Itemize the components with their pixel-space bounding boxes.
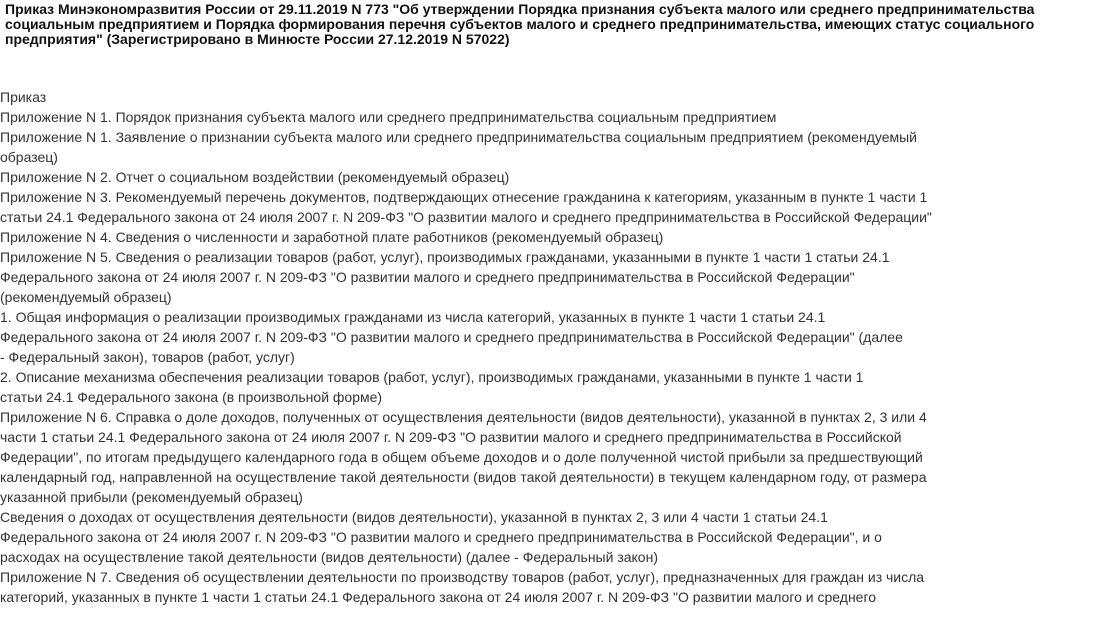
toc-subitem-appendix-4[interactable] [0, 227, 950, 247]
toc-subitem-appendix-5[interactable] [0, 247, 950, 407]
toc-sublist [0, 127, 990, 607]
toc-subsublist [0, 507, 950, 567]
toc-subitem-appendix-6[interactable] [0, 407, 950, 567]
toc-subsubitem-label[interactable]: 2. Описание механизма обеспечения реализации товаров (работ, услуг), производимых гражданами, указанными в пункте 1 части 1 статьи 24.1 Федерального закона (в произвольной форме) [0, 369, 864, 405]
toc-item-label[interactable]: Приложение N 1. Порядок признания субъекта малого или среднего предпринимательства социальным предприятием [0, 109, 777, 125]
toc-subitem-label[interactable]: Приложение N 3. Рекомендуемый перечень документов, подтверждающих отнесение гражданина к категориям, указанным в пункте 1 части 1 статьи 24.1 Федерального закона от 24 июля 2007 г. N 209-ФЗ "О развитии малого и среднего предпринимательства в Российской Федерации" [0, 189, 932, 225]
toc-subsubitem[interactable] [0, 507, 905, 567]
toc-item-appendix-1[interactable] [0, 107, 990, 607]
table-of-contents [0, 87, 1111, 607]
toc-list [0, 87, 990, 607]
toc-subitem-appendix-1[interactable] [0, 127, 950, 167]
toc-subitem-label[interactable]: Приложение N 4. Сведения о численности и заработной плате работников (рекомендуемый образец) [0, 229, 664, 245]
toc-subitem-label[interactable]: Приложение N 6. Справка о доле доходов, полученных от осуществления деятельности (видов деятельности), указанной в пунктах 2, 3 или 4 части 1 статьи 24.1 Федерального закона от 24 июля 2007 г. N 209-ФЗ "О развитии малого и среднего предпринимательства в Российской Федерации", по итогам предыдущего календарного года в общем объеме доходов и о доле полученной чистой прибыли за предшествующий календарный год, направленной на осуществление такой деятельности (видов такой деятельности) в текущем календарном году, от размера указанной прибыли (рекомендуемый образец) [0, 409, 927, 505]
document-title: Приказ Минэкономразвития России от 29.11.2019 N 773 "Об утверждении Порядка признания субъекта малого или среднего предпринимательства социальным предприятием и Порядка формирования перечня субъектов малого и среднего предпринимательства, имеющих статус социального предприятия" (Зарегистрировано в Минюсте России 27.12.2019 N 57022) [5, 1, 1035, 47]
toc-subitem-appendix-7[interactable] [0, 567, 950, 607]
toc-subitem-appendix-3[interactable] [0, 187, 950, 227]
toc-subitem-appendix-2[interactable] [0, 167, 950, 187]
toc-item-order[interactable] [0, 87, 990, 107]
toc-subitem-label[interactable]: Приложение N 5. Сведения о реализации товаров (работ, услуг), производимых гражданами, указанными в пункте 1 части 1 статьи 24.1 Федерального закона от 24 июля 2007 г. N 209-ФЗ "О развитии малого и среднего предпринимательства в Российской Федерации" (рекомендуемый образец) [0, 249, 890, 305]
toc-subsubitem-label[interactable]: Сведения о доходах от осуществления деятельности (видов деятельности), указанной в пунктах 2, 3 или 4 части 1 статьи 24.1 Федерального закона от 24 июля 2007 г. N 209-ФЗ "О развитии малого и среднего предпринимательства в Российской Федерации", и о расходах на осуществление такой деятельности (видов деятельности) (далее - Федеральный закон) [0, 509, 882, 565]
toc-subsublist [0, 307, 950, 407]
toc-subitem-label[interactable]: Приложение N 7. Сведения об осуществлении деятельности по производству товаров (работ, услуг), предназначенных для граждан из числа категорий, указанных в пункте 1 части 1 статьи 24.1 Федерального закона от 24 июля 2007 г. N 209-ФЗ "О развитии малого и среднего [0, 569, 925, 605]
toc-subsubitem[interactable] [0, 307, 905, 367]
toc-subsubitem-label[interactable]: 1. Общая информация о реализации производимых гражданами из числа категорий, указанных в пункте 1 части 1 статьи 24.1 Федерального закона от 24 июля 2007 г. N 209-ФЗ "О развитии малого и среднего предпринимательства в Российской Федерации" (далее - Федеральный закон), товаров (работ, услуг) [0, 309, 903, 365]
toc-subsubitem[interactable] [0, 367, 905, 407]
toc-subitem-label[interactable]: Приложение N 1. Заявление о признании субъекта малого или среднего предпринимательства социальным предприятием (рекомендуемый образец) [0, 129, 918, 165]
toc-subitem-label[interactable]: Приложение N 2. Отчет о социальном воздействии (рекомендуемый образец) [0, 169, 510, 185]
toc-item-label[interactable]: Приказ [0, 89, 47, 105]
